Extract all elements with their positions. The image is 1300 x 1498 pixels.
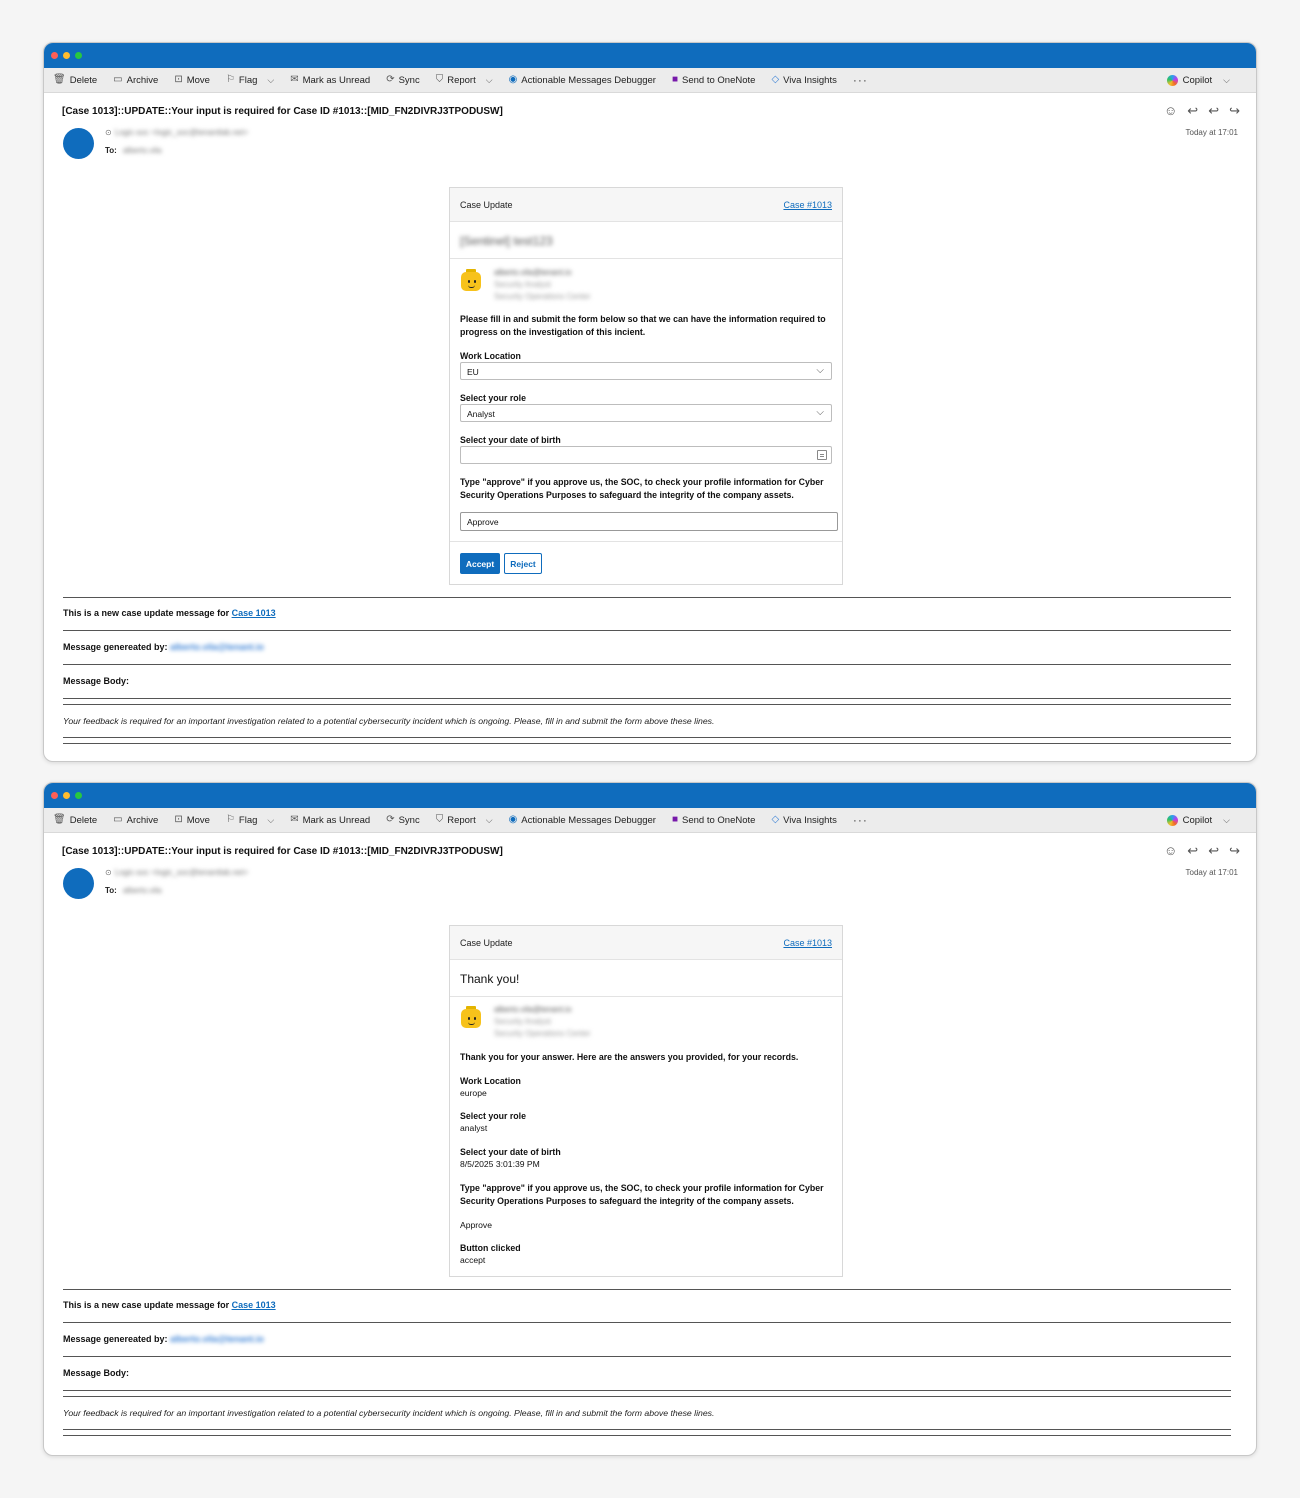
persona-name: alberto.vila@tenant.io <box>494 1005 572 1014</box>
divider <box>63 1289 1231 1290</box>
divider <box>63 698 1231 699</box>
envelope-icon: ✉ <box>290 814 299 825</box>
work-location-value: EU <box>467 367 479 377</box>
viva-insights-button[interactable]: ◇ Viva Insights <box>771 814 837 826</box>
divider <box>63 1435 1231 1436</box>
divider <box>63 630 1231 631</box>
approve-answer: Approve <box>460 1220 493 1230</box>
persona <box>460 1004 591 1040</box>
divider <box>63 1390 1231 1391</box>
minimize-window-button[interactable] <box>63 792 70 799</box>
chevron-down-icon: ⌵ <box>1223 75 1230 85</box>
lego-avatar-icon <box>460 269 482 293</box>
chevron-down-icon[interactable]: ⌵ <box>267 74 275 85</box>
close-window-button[interactable] <box>51 52 58 59</box>
message-timestamp: Today at 17:01 <box>1185 868 1238 877</box>
persona-team: Security Operations Center <box>494 292 591 301</box>
dob-label: Select your date of birth <box>460 435 561 445</box>
am-debugger-button[interactable]: ◉ Actionable Messages Debugger <box>508 74 656 86</box>
delete-button[interactable]: 🗑 Delete <box>53 74 98 86</box>
copilot-icon <box>1167 75 1178 86</box>
window-titlebar <box>44 783 1256 808</box>
reply-icon[interactable]: ↩ <box>1187 103 1199 118</box>
sync-button[interactable]: ⟳ Sync <box>386 814 420 826</box>
reply-icon[interactable]: ↩ <box>1187 843 1199 858</box>
minimize-window-button[interactable] <box>63 52 70 59</box>
message-body-label: Message Body: <box>63 1368 130 1378</box>
sender-address: Logic-soc <logic_soc@tenantlab.net> <box>114 868 249 877</box>
move-button[interactable]: ⊡ Move <box>174 74 210 86</box>
divider <box>63 704 1231 705</box>
report-button[interactable]: ⛉ Report ⌵ <box>435 814 493 826</box>
card-header-title: Case Update <box>460 938 513 948</box>
message-body-label: Message Body: <box>63 676 130 686</box>
button-clicked-answer: accept <box>460 1255 486 1265</box>
flag-icon: ⚐ <box>225 74 235 85</box>
dob-input[interactable] <box>460 446 832 464</box>
message-toolbar <box>44 68 1256 93</box>
onenote-icon: ■ <box>671 814 679 825</box>
accept-button[interactable]: Accept <box>460 553 500 574</box>
divider <box>63 1396 1231 1397</box>
close-window-button[interactable] <box>51 792 58 799</box>
lego-avatar-icon <box>460 1006 482 1030</box>
work-location-answer: europe <box>460 1088 487 1098</box>
divider <box>63 743 1231 744</box>
case-link[interactable]: Case #1013 <box>783 938 832 948</box>
copilot-icon <box>1167 815 1178 826</box>
work-location-label: Work Location <box>460 351 521 361</box>
divider <box>63 737 1231 738</box>
window-titlebar <box>44 43 1256 68</box>
archive-button[interactable]: ▭ Archive <box>113 814 159 826</box>
flag-button[interactable]: ⚐ Flag ⌵ <box>225 814 275 826</box>
recipient-row <box>105 886 162 895</box>
approve-value: Approve <box>467 517 499 527</box>
sender-row[interactable] <box>105 128 248 137</box>
role-label: Select your role <box>460 1111 527 1121</box>
envelope-icon: ✉ <box>290 74 299 85</box>
role-answer: analyst <box>460 1123 488 1133</box>
sync-button[interactable]: ⟳ Sync <box>386 74 420 86</box>
card-header <box>450 188 842 222</box>
case-link[interactable]: Case #1013 <box>783 200 832 210</box>
viva-insights-icon: ◇ <box>771 814 780 825</box>
send-to-onenote-button[interactable]: ■ Send to OneNote <box>671 814 756 826</box>
persona-team: Security Operations Center <box>494 1029 591 1038</box>
chevron-down-icon[interactable]: ⌵ <box>267 814 275 825</box>
sender-icon: ⊙ <box>105 128 112 137</box>
dob-answer: 8/5/2025 3:01:39 PM <box>460 1159 540 1169</box>
divider <box>63 1429 1231 1430</box>
approve-label: Type "approve" if you approve us, the SOC, to check your profile information for Cyber Security Operations Purposes to safeguard the integrity of the company assets. <box>460 1183 824 1206</box>
message-actions <box>1164 843 1240 859</box>
flag-button[interactable]: ⚐ Flag ⌵ <box>225 74 275 86</box>
sender-address: Logic-soc <logic_soc@tenantlab.net> <box>114 128 249 137</box>
generated-by-line: Message genereated by: alberto.vila@tenant.io <box>63 642 264 652</box>
role-value: Analyst <box>467 409 495 419</box>
chevron-down-icon: ⌵ <box>816 365 824 376</box>
persona-details <box>494 267 591 303</box>
message-subject: [Case 1013]::UPDATE::Your input is required for Case ID #1013::[MID_FN2DIVRJ3TPODUSW] <box>62 846 503 857</box>
persona-role: Security Analyst <box>494 280 551 289</box>
flag-icon: ⚐ <box>225 814 235 825</box>
work-location-select[interactable] <box>460 362 832 380</box>
persona <box>460 267 591 303</box>
thank-you-title: Thank you! <box>460 972 520 986</box>
debugger-icon: ◉ <box>508 814 518 825</box>
report-button[interactable]: ⛉ Report ⌵ <box>435 74 493 86</box>
message-subject: [Case 1013]::UPDATE::Your input is required for Case ID #1013::[MID_FN2DIVRJ3TPODUSW] <box>62 106 503 117</box>
feedback-text: Your feedback is required for an important investigation related to a potential cybersecurity incident which is ongoing. Please, fill in and submit the form above these lines. <box>63 1408 715 1418</box>
approve-label: Type "approve" if you approve us, the SOC, to check your profile information for Cyber Security Operations Purposes to safeguard the integrity of the company assets. <box>460 477 824 500</box>
viva-insights-icon: ◇ <box>771 74 780 85</box>
more-actions-button[interactable]: ··· <box>852 813 868 827</box>
chevron-down-icon[interactable]: ⌵ <box>485 814 493 825</box>
onenote-icon: ■ <box>671 74 679 85</box>
persona-name: alberto.vila@tenant.io <box>494 268 572 277</box>
calendar-icon[interactable] <box>817 450 827 460</box>
message-actions <box>1164 103 1240 119</box>
outlook-window-form <box>43 42 1257 762</box>
case-update-line: This is a new case update message for Case 1013 <box>63 1300 276 1310</box>
card-title-row <box>450 222 842 259</box>
card-header <box>450 926 842 960</box>
trash-icon: 🗑 <box>53 814 66 825</box>
divider <box>63 597 1231 598</box>
folder-move-icon: ⊡ <box>174 814 183 825</box>
send-to-onenote-button[interactable]: ■ Send to OneNote <box>671 74 756 86</box>
divider <box>63 664 1231 665</box>
copilot-button[interactable]: Copilot ⌵ <box>1167 808 1230 833</box>
reject-button[interactable]: Reject <box>504 553 542 574</box>
message-timestamp: Today at 17:01 <box>1185 128 1238 137</box>
persona-details <box>494 1004 591 1040</box>
work-location-label: Work Location <box>460 1076 521 1086</box>
shield-icon: ⛉ <box>435 74 444 85</box>
chevron-down-icon[interactable]: ⌵ <box>485 74 493 85</box>
case-update-line: This is a new case update message for Case 1013 <box>63 608 276 618</box>
forward-icon[interactable]: ↪ <box>1229 843 1240 858</box>
trash-icon: 🗑 <box>53 74 66 85</box>
archive-icon: ▭ <box>113 814 123 825</box>
recipient-address[interactable]: alberto.vila <box>122 146 162 155</box>
move-button[interactable]: ⊡ Move <box>174 814 210 826</box>
case-1013-link[interactable]: Case 1013 <box>231 608 276 618</box>
actions-divider <box>450 541 842 542</box>
zoom-window-button[interactable] <box>75 792 82 799</box>
sender-avatar[interactable] <box>63 868 94 899</box>
card-header-title: Case Update <box>460 200 513 210</box>
sync-icon: ⟳ <box>386 814 395 825</box>
shield-icon: ⛉ <box>435 814 444 825</box>
to-label: To: <box>105 146 117 155</box>
outlook-window-result <box>43 782 1257 1456</box>
recipient-row <box>105 146 162 155</box>
message-toolbar <box>44 808 1256 833</box>
more-actions-button[interactable]: ··· <box>852 73 868 87</box>
generated-by-address[interactable]: alberto.vila@tenant.io <box>170 642 264 652</box>
button-clicked-label: Button clicked <box>460 1243 521 1253</box>
delete-button[interactable]: 🗑 Delete <box>53 814 98 826</box>
chevron-down-icon: ⌵ <box>1223 815 1230 825</box>
archive-button[interactable]: ▭ Archive <box>113 74 159 86</box>
adaptive-card-form <box>449 187 843 585</box>
sender-avatar[interactable] <box>63 128 94 159</box>
divider <box>63 1356 1231 1357</box>
to-label: To: <box>105 886 117 895</box>
recipient-address[interactable]: alberto.vila <box>122 886 162 895</box>
mark-unread-button[interactable]: ✉ Mark as Unread <box>290 814 371 826</box>
dob-label: Select your date of birth <box>460 1147 561 1157</box>
divider <box>63 1322 1231 1323</box>
archive-icon: ▭ <box>113 74 123 85</box>
feedback-text: Your feedback is required for an important investigation related to a potential cybersecurity incident which is ongoing. Please, fill in and submit the form above these lines. <box>63 716 715 726</box>
am-debugger-button[interactable]: ◉ Actionable Messages Debugger <box>508 814 656 826</box>
sender-icon: ⊙ <box>105 868 112 877</box>
viva-insights-button[interactable]: ◇ Viva Insights <box>771 74 837 86</box>
role-select[interactable] <box>460 404 832 422</box>
sync-icon: ⟳ <box>386 74 395 85</box>
result-intro: Thank you for your answer. Here are the answers you provided, for your records. <box>460 1052 799 1062</box>
chevron-down-icon: ⌵ <box>816 407 824 418</box>
folder-move-icon: ⊡ <box>174 74 183 85</box>
copilot-button[interactable]: Copilot ⌵ <box>1167 68 1230 93</box>
forward-icon[interactable]: ↪ <box>1229 103 1240 118</box>
adaptive-card-result <box>449 925 843 1277</box>
reply-all-icon[interactable]: ↩ <box>1208 103 1220 118</box>
generated-by-line: Message genereated by: alberto.vila@tenant.io <box>63 1334 264 1344</box>
mark-unread-button[interactable]: ✉ Mark as Unread <box>290 74 371 86</box>
emoji-react-icon[interactable]: ☺ <box>1164 103 1178 118</box>
zoom-window-button[interactable] <box>75 52 82 59</box>
role-label: Select your role <box>460 393 527 403</box>
form-intro: Please fill in and submit the form below so that we can have the information required to progress on the investigation of this incient. <box>460 314 826 337</box>
card-title: [Sentinel] test123 <box>460 234 553 248</box>
sender-row[interactable] <box>105 868 248 877</box>
emoji-react-icon[interactable]: ☺ <box>1164 843 1178 858</box>
persona-role: Security Analyst <box>494 1017 551 1026</box>
reply-all-icon[interactable]: ↩ <box>1208 843 1220 858</box>
case-1013-link[interactable]: Case 1013 <box>231 1300 276 1310</box>
card-title-row <box>450 960 842 997</box>
debugger-icon: ◉ <box>508 74 518 85</box>
approve-input[interactable] <box>460 512 838 531</box>
generated-by-address[interactable]: alberto.vila@tenant.io <box>170 1334 264 1344</box>
